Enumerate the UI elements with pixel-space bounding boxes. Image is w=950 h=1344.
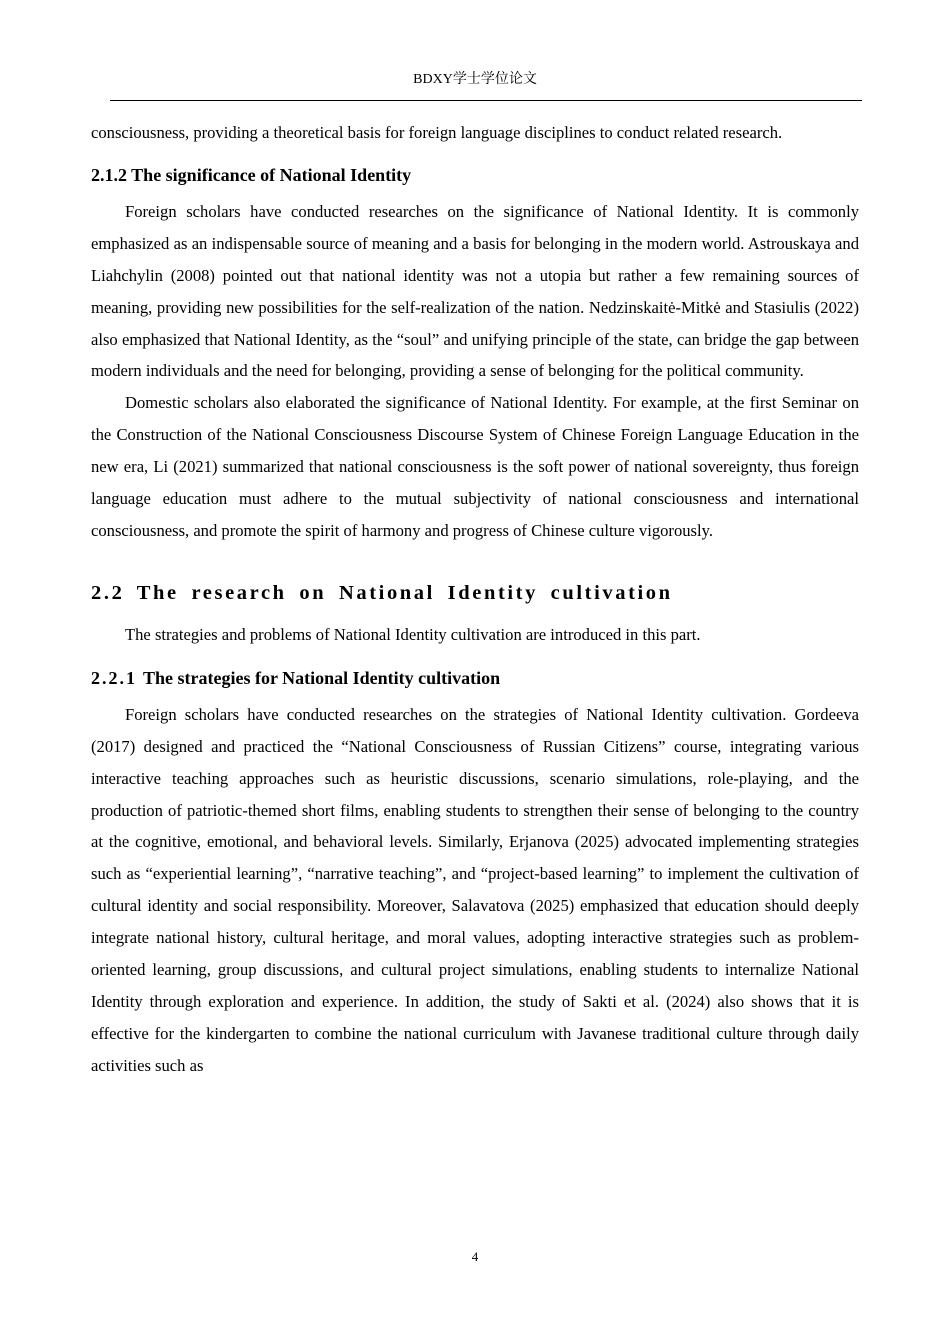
- page-number: 4: [471, 1249, 479, 1264]
- section-title: The strategies for National Identity cultivation: [143, 667, 501, 688]
- header-rule: [110, 100, 862, 101]
- section-heading-2-2: 2.2 The research on National Identity cultivation: [91, 581, 673, 604]
- continued-paragraph: consciousness, providing a theoretical basis for foreign language disciplines to conduct related research.: [91, 123, 783, 142]
- section-number: 2.2.1: [91, 667, 137, 688]
- page-header: BDXY学士学位论文: [413, 72, 537, 87]
- paragraph: Foreign scholars have conducted researches on the significance of National Identity. It is commonly emphasized as an indispensable source of meaning and a basis for belonging in the modern world. Astrouskaya and Liahchylin (2008) pointed out that national identity was not a utopia but rather a few remaining sources of meaning, providing new possibilities for the self-realization of the nation. Nedzinskaitė-Mitkė and Stasiulis (2022) also emphasized that National Identity, as the “soul” and unifying principle of the state, can bridge the gap between modern individuals and the need for belonging, providing a sense of belonging for the political community.: [91, 201, 859, 381]
- paragraph: The strategies and problems of National Identity cultivation are introduced in this part.: [125, 624, 701, 644]
- paragraph: Domestic scholars also elaborated the significance of National Identity. For example, at the first Seminar on the Construction of the National Consciousness Discourse System of Chinese Foreign Language Education in the new era, Li (2021) summarized that national consciousness is the soft power of national sovereignty, thus foreign language education must adhere to the mutual subjectivity of national consciousness and international consciousness, and promote the spirit of harmony and progress of Chinese culture vigorously.: [91, 393, 859, 540]
- section-heading-2-1-2: 2.1.2 The significance of National Identity: [91, 164, 412, 185]
- section-heading-2-2-1: [91, 662, 859, 694]
- page-body: [91, 117, 859, 1082]
- paragraph: Foreign scholars have conducted researches on the strategies of National Identity cultivation. Gordeeva (2017) designed and practiced the “National Consciousness of Russian Citizens” course, integrating various interactive teaching approaches such as heuristic discussions, scenario simulations, role-playing, and the production of patriotic-themed short films, enabling students to strengthen their sense of belonging to the country at the cognitive, emotional, and behavioral levels. Similarly, Erjanova (2025) advocated implementing strategies such as “experiential learning”, “narrative teaching”, and “project-based learning” to implement the cultivation of cultural identity and social responsibility. Moreover, Salavatova (2025) emphasized that education should deeply integrate national history, cultural heritage, and moral values, adopting interactive strategies such as problem-oriented learning, group discussions, and cultural project simulations, enabling students to internalize National Identity through exploration and experience. In addition, the study of Sakti et al. (2024) also shows that it is effective for the kindergarten to combine the national curriculum with Javanese traditional culture through daily activities such as: [91, 704, 859, 1075]
